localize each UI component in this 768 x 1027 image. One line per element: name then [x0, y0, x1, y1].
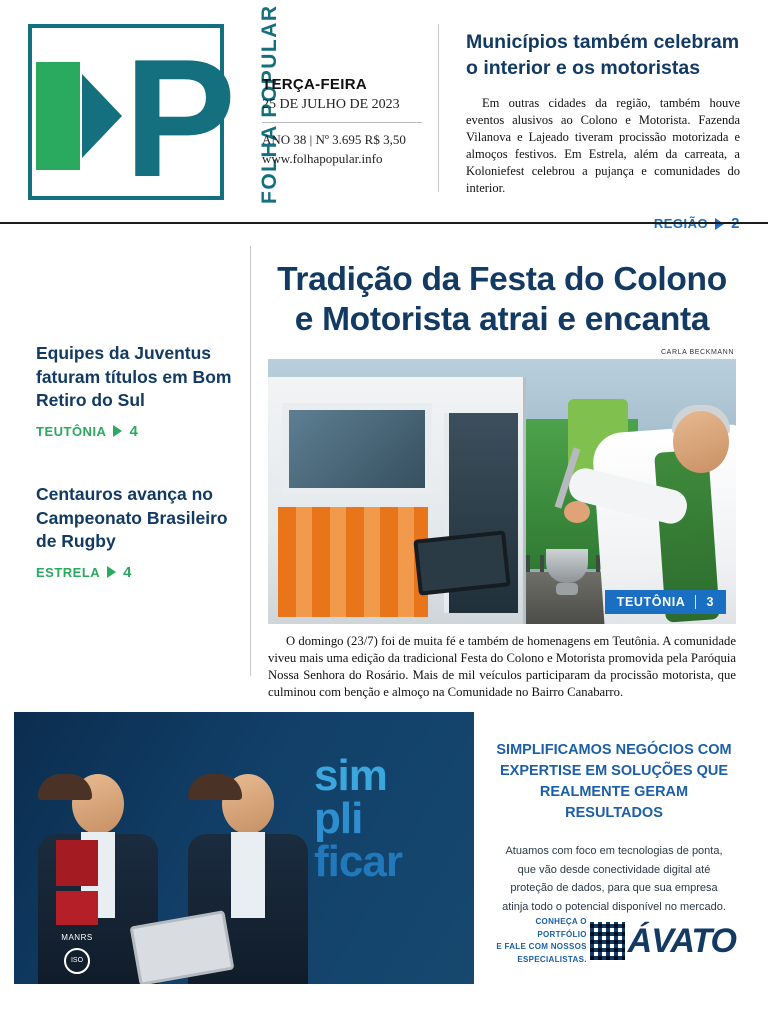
photo-credit: CARLA BECKMANN — [661, 349, 734, 357]
ad-word-art — [314, 751, 474, 887]
ad-word-line-3: ficar — [314, 837, 402, 887]
brief-item[interactable] — [36, 342, 236, 441]
photo-vessel-base — [556, 583, 578, 595]
photo-bus-window — [282, 403, 432, 495]
ad-badge-iso-label: ISO — [64, 948, 90, 974]
photo-tag-page: 3 — [706, 595, 714, 610]
top-story-headline: Municípios também celebram o interior e os motoristas — [466, 31, 740, 79]
masthead — [0, 0, 768, 222]
brief-tag-label: TEUTÔNIA — [36, 423, 107, 439]
brief-tagline[interactable] — [36, 564, 236, 582]
photo-priest-head — [673, 411, 729, 473]
chevron-right-icon — [82, 74, 122, 158]
issue-website[interactable]: www.folhapopular.info — [262, 150, 383, 166]
tag-divider — [695, 595, 696, 609]
ad-badge-award-secondary — [56, 891, 98, 925]
photo-tag-label: TEUTÔNIA — [616, 595, 686, 610]
brief-tagline[interactable] — [36, 423, 236, 441]
ad-cta-line-3: ESPECIALISTAS. — [517, 954, 587, 964]
main-photo — [268, 359, 736, 624]
masthead-vertical-divider — [438, 24, 439, 192]
issue-weekday: TERÇA-FEIRA — [262, 76, 367, 93]
logo-paper-name-text: FOLHA POPULAR — [258, 4, 281, 204]
ad-call-to-action — [492, 916, 587, 966]
qr-code-icon[interactable] — [587, 919, 628, 963]
ad-word-line-2: pli — [314, 794, 363, 844]
issue-date: 25 DE JULHO DE 2023 — [262, 97, 400, 112]
logo-green-bar — [36, 62, 80, 170]
ad-headline: SIMPLIFICAMOS NEGÓCIOS COM EXPERTISE EM SOLUÇÕES QUE REALMENTE GERAM RESULTADOS — [496, 742, 732, 822]
brief-tag-label: ESTRELA — [36, 564, 101, 580]
main-headline: Tradição da Festa do Colono e Motorista atrai e encanta — [277, 261, 727, 338]
photo-priest-hand — [564, 501, 590, 523]
brief-tag-page: 4 — [123, 563, 133, 581]
ad-badge-manrs-label: MANRS — [61, 933, 93, 942]
ad-body-text: Atuamos com foco em tecnologias de ponta, que vão desde conectividade digital até proteção de dados, para que sua empresa atinja todo o potencial disponível no mercado. — [502, 845, 726, 914]
ad-brand-logo: ÁVATO — [627, 921, 736, 960]
body-vertical-divider — [250, 246, 251, 676]
ad-person-shirt — [231, 832, 265, 918]
issue-divider — [262, 122, 422, 123]
ad-text-panel — [474, 712, 754, 984]
brief-headline: Equipes da Juventus faturam títulos em Bom Retiro do Sul — [36, 343, 232, 411]
logo-letter-p: P — [124, 24, 233, 212]
photo-bus-mirror — [413, 530, 510, 595]
ad-word-line-1: sim — [314, 751, 387, 800]
logo-frame — [28, 24, 233, 212]
top-story-tagline[interactable] — [466, 215, 740, 233]
top-story[interactable] — [466, 30, 740, 233]
brief-headline: Centauros avança no Campeonato Brasileiro de Rugby — [36, 483, 228, 552]
ad-footer — [474, 916, 754, 966]
ad-cta-line-1: CONHEÇA O PORTFÓLIO — [535, 917, 587, 939]
photo-bus-stripe — [278, 507, 428, 617]
masthead-rule — [0, 222, 768, 224]
advertisement[interactable] — [14, 712, 754, 984]
issue-edition: ANO 38 | Nº 3.695 R$ 3,50 — [262, 132, 406, 147]
ad-badge-award — [56, 840, 98, 886]
ad-cta-line-2: E FALE COM NOSSOS — [496, 942, 587, 952]
ad-image-panel — [14, 712, 474, 984]
issue-info — [262, 76, 427, 169]
main-story[interactable] — [268, 260, 736, 713]
page-bottom-margin — [0, 1013, 768, 1027]
ad-certification-badges — [48, 840, 106, 974]
top-story-body: Em outras cidades da região, também houve eventos alusivos ao Colono e Motorista. Fazenda Vilanova e Lajeado tiveram procissão motorizada e almoços festivos. Em Estrela, além da carreata, a Koloniefest celebrou a pujança e comunidades do interior. — [466, 96, 740, 196]
brief-item[interactable] — [36, 483, 236, 582]
arrow-right-icon — [113, 425, 122, 437]
main-story-lede: O domingo (23/7) foi de muita fé e também de homenagens em Teutônia. A comunidade viveu mais uma edição da tradicional Festa do Colono e Motorista promovida pela Paróquia Nossa Senhora do Rosário. Mais de mil veículos participaram da procissão motorista, que culminou com benção e almoço na Comunidade no Bairro Canabarro. — [268, 634, 736, 699]
arrow-right-icon — [107, 566, 116, 578]
brief-tag-page: 4 — [129, 422, 139, 440]
newspaper-logo — [28, 4, 281, 212]
photo-section-tag[interactable] — [605, 590, 726, 614]
briefs-column — [36, 342, 236, 624]
